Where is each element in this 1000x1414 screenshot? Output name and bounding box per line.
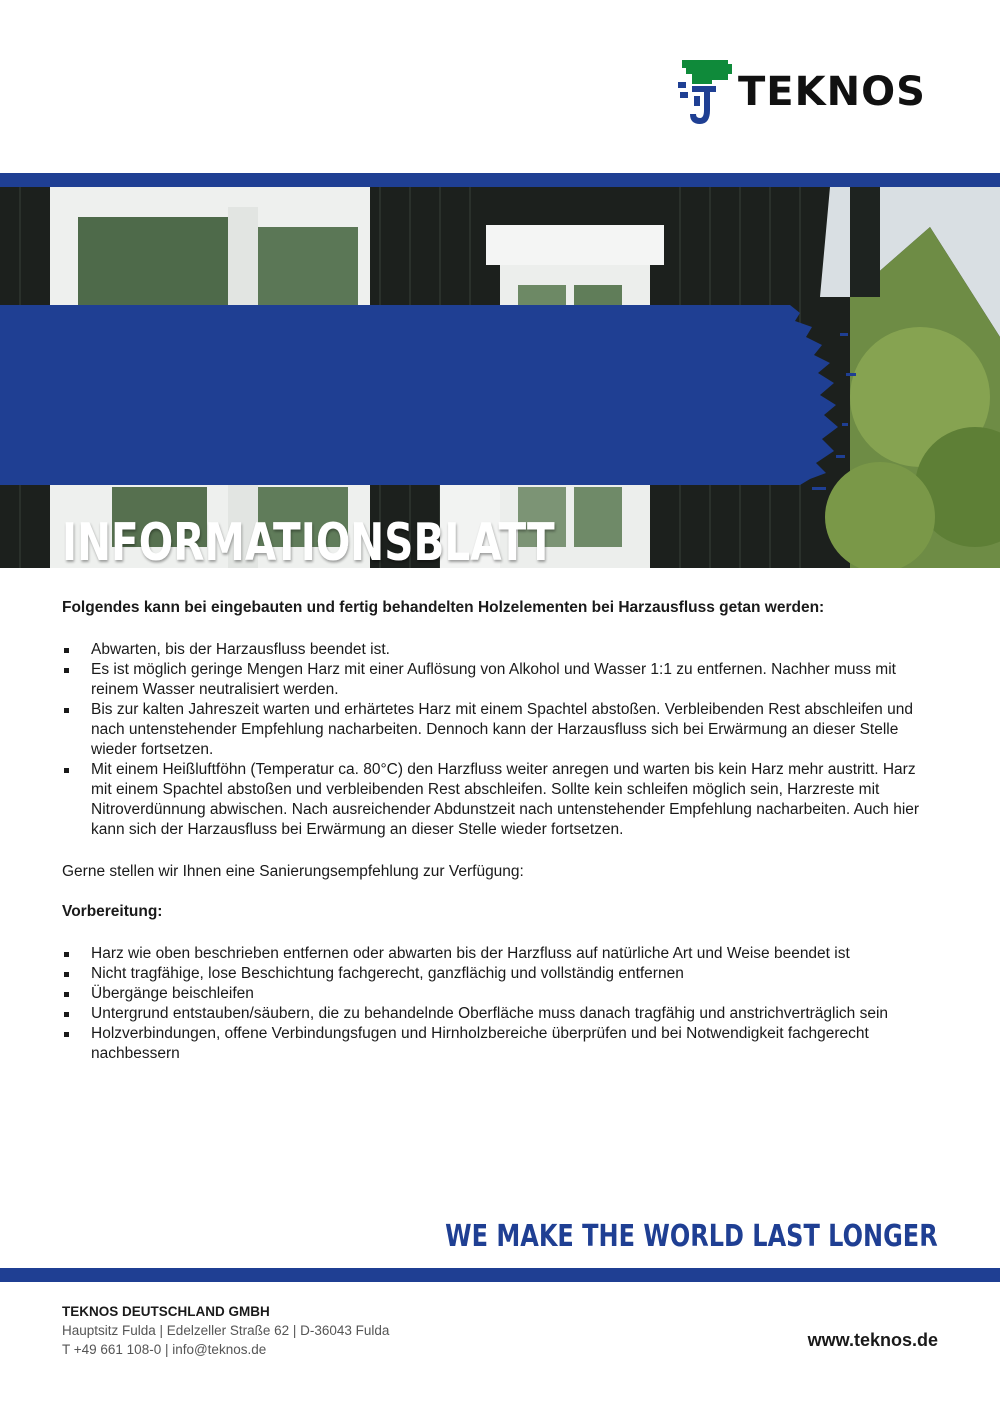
preparation-list — [62, 944, 938, 1064]
measures-list — [62, 640, 938, 840]
list-item: Übergänge beischleifen — [62, 984, 938, 1004]
slogan: WE MAKE THE WORLD LAST LONGER — [445, 1219, 938, 1254]
brand-name: TEKNOS — [738, 69, 926, 115]
page-title: INFORMATIONSBLATT — [62, 513, 555, 568]
document-body — [62, 598, 938, 1064]
website-link[interactable]: www.teknos.de — [807, 1330, 938, 1350]
section-heading-preparation: Vorbereitung: — [62, 903, 163, 920]
lead-paragraph: Folgendes kann bei eingebauten und fertig behandelten Holzelementen bei Harzausfluss getan werden: — [62, 599, 825, 616]
hero-banner — [0, 187, 1000, 568]
list-item: Abwarten, bis der Harzausfluss beendet ist. — [62, 640, 938, 660]
company-name: TEKNOS DEUTSCHLAND GMBH — [62, 1304, 270, 1319]
hero-top-bar — [0, 173, 1000, 187]
teknos-brush-logo-icon — [676, 58, 734, 136]
list-item: Untergrund entstauben/säubern, die zu behandelnde Oberfläche muss danach tragfähig und anstrichverträglich sein — [62, 1004, 938, 1024]
footer-bar — [0, 1268, 1000, 1282]
list-item: Holzverbindungen, offene Verbindungsfugen und Hirnholzbereiche überprüfen und bei Notwendigkeit fachgerecht nachbessern — [62, 1024, 938, 1064]
list-item: Harz wie oben beschrieben entfernen oder abwarten bis der Harzfluss auf natürliche Art und Weise beendet ist — [62, 944, 938, 964]
list-item: Mit einem Heißluftföhn (Temperatur ca. 80°C) den Harzfluss weiter anregen und warten bis kein Harz mehr austritt. Harz mit einem Spachtel abstoßen und verbleibenden Rest abschleifen. Sollte kein schleifen möglich sein, Harzreste mit Nitroverdünnung abwischen. Nach ausreichender Abdunstzeit nach untenstehender Empfehlung nacharbeiten. Auch hier kann sich der Harzausfluss bei Erwärmung an dieser Stelle wieder fortsetzen. — [62, 760, 938, 840]
list-item: Bis zur kalten Jahreszeit warten und erhärtetes Harz mit einem Spachtel abstoßen. Verbleibenden Rest abschleifen und nach untenstehender Empfehlung nacharbeiten. Dennoch kann der Harzausfluss sich bei Erwärmung an dieser Stelle wieder fortsetzen. — [62, 700, 938, 760]
company-info — [62, 1302, 389, 1359]
company-contact: T +49 661 108-0 | info@teknos.de — [62, 1342, 267, 1357]
recommendation-paragraph: Gerne stellen wir Ihnen eine Sanierungsempfehlung zur Verfügung: — [62, 863, 524, 880]
company-address: Hauptsitz Fulda | Edelzeller Straße 62 | D-36043 Fulda — [62, 1323, 390, 1338]
list-item: Es ist möglich geringe Mengen Harz mit einer Auflösung von Alkohol und Wasser 1:1 zu entfernen. Nachher muss mit reinem Wasser neutralisiert werden. — [62, 660, 938, 700]
list-item: Nicht tragfähige, lose Beschichtung fachgerecht, ganzflächig und vollständig entfernen — [62, 964, 938, 984]
teknos-logo — [676, 58, 946, 136]
house-photo — [0, 187, 1000, 568]
